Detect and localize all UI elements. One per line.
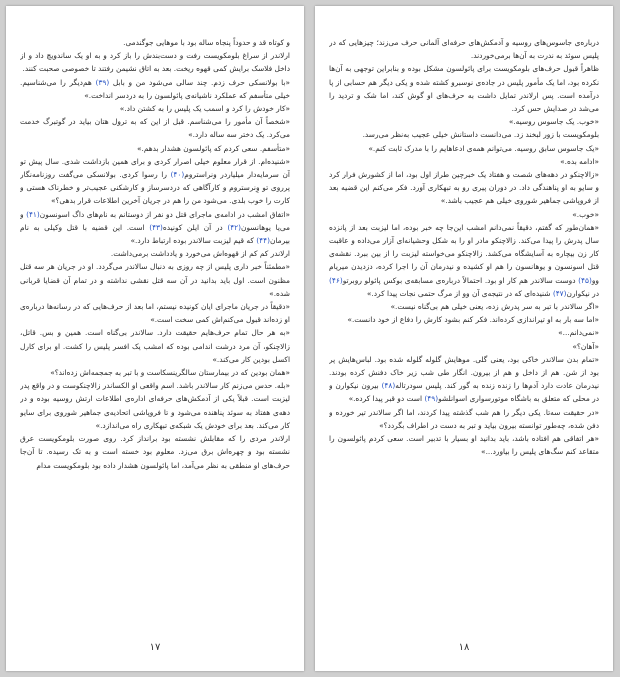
text-segment: در نیکوارن	[566, 288, 599, 298]
text-segment: «در حقیقت سه‌تا. یکی دیگر را هم شب گذشته پیدا کردند، اما اگر سالاندر تیر خورده و دفن شده، چه‌طور توانسته بیرون بیاید و تبر به دست در اطراف بگردد؟»	[329, 407, 599, 430]
text-segment: «آهان؟»	[572, 341, 599, 351]
text-segment: «ادامه بده.»	[560, 156, 599, 166]
paragraph	[20, 326, 290, 366]
paragraph	[20, 102, 290, 115]
page-number: ۱۷	[149, 642, 161, 653]
paragraph	[329, 62, 599, 115]
paragraph	[329, 313, 599, 326]
paragraph	[329, 128, 599, 141]
text-segment: «شنیده‌ام. از قرار معلوم خیلی اصرار کردی و برای همین بازداشت شدی. سال پیش تو آن سرمایه‌دار میلیاردر ونراستروم	[20, 156, 290, 180]
page-text	[329, 36, 599, 637]
text-segment: «اما سه بار به او تیراندازی کرده‌اند. فکر کنم بشود کارش را دفاع از خود دانست.»	[347, 315, 599, 325]
text-segment: «خوب. یک جاسوس روسیه.»	[508, 117, 599, 127]
text-segment: را رسوا کردی. بولانسکی می‌گفت روزنامه‌نگار پرروی تو وِنرستروم و کارآگاهی که دردسرساز و کارشکنی عجیب‌تر و خطرناک هستی و کارت را خوب بلدی. می‌شود من را هم در جریان آخرین اطلاعات قرار بدهی؟»	[20, 170, 290, 206]
footnote-reference[interactable]: (۴۰)	[170, 170, 185, 180]
paragraph	[20, 76, 290, 102]
text-segment: «اگر سالاندر با تبر به سر پدرش زده، یعنی خیلی هم بی‌گناه نیست.»	[390, 302, 599, 312]
paragraph	[329, 221, 599, 300]
paragraph	[20, 142, 290, 155]
paragraph	[329, 142, 599, 155]
text-segment: «یک جاسوس سابق روسیه. می‌توانم همه‌ی ادعاهایم را با مدرک ثابت کنم.»	[368, 143, 599, 153]
book-page-left	[6, 6, 304, 671]
text-segment: و می‌یا یوهانسون	[20, 209, 290, 232]
text-segment: بلومکویست با زور لبخند زد. می‌دانست داستانش خیلی عجیب به‌نظر می‌رسد.	[362, 130, 599, 140]
paragraph	[20, 208, 290, 248]
text-segment: «مطمئناً خبر داری پلیس از چه روزی به دنبال سالاندر می‌گردد. او در جریان هر سه قتل مظنون است. اول باید بدانید در آن سه قتل نقشی نداشته و در تمام آن قضایا قربانی شده.»	[20, 262, 290, 298]
footnote-reference[interactable]: (۴۴)	[256, 236, 270, 246]
text-segment: «به هر حال تمام حرف‌هایم حقیقت دارد. سالاندر بی‌گناه است. همین و بس. قاتل، زالاچنکو، آن مرد درشت اندامی بوده که امشب یک افسر پلیس را کشت. او برای کارل اکسل بودین کار می‌کند.»	[20, 328, 290, 364]
book-page-right	[315, 6, 613, 671]
paragraph	[329, 155, 599, 168]
paragraph	[20, 49, 290, 75]
page-number: ۱۸	[458, 642, 470, 653]
paragraph	[20, 36, 290, 49]
paragraph	[329, 36, 599, 62]
footnote-reference[interactable]: (۴۹)	[424, 394, 439, 404]
footnote-reference[interactable]: (۴۲)	[227, 222, 242, 232]
text-segment: درباره‌ی جاسوس‌های روسیه و آدمکش‌های حرفه‌ای آلمانی حرف می‌زند؛ چیزهایی که در پلیس سوئد به ندرت به آن‌ها برمی‌خوردند.	[329, 38, 599, 61]
paragraph	[20, 366, 290, 379]
paragraph	[329, 432, 599, 458]
paragraph	[329, 326, 599, 339]
text-segment: هم‌دیگر را می‌شناسیم. خیلی متأسفم که عملکرد ناشیانه‌ی پائولسون را به دردسر انداخت.»	[20, 77, 290, 100]
paragraph	[329, 353, 599, 406]
paragraph	[20, 155, 290, 208]
text-segment: «متأسفم. سعی کردم که پائولسون هشدار بدهم.»	[136, 143, 290, 153]
text-segment: دوست سالاندر هم کار او بود. احتمالاً درباره‌ی مسابقه‌ی بوکس پائولو روبرتو	[342, 275, 579, 285]
text-segment: «زالاچنکو در دهه‌های شصت و هفتاد یک خبرچین طراز اول بود، اما از کشورش فرار کرد و سایو به او پناهندگی داد. در دوران پیری رو به تبهکاری آورد. فکر می‌کنم این قضیه بعد از فروپاشی جماهیر شوروی خیلی هم عجیب باشد.»	[329, 170, 599, 206]
text-segment: شنیده‌ای که در نتیجه‌ی آن وو از مرگ حتمی نجات پیدا کرد.»	[366, 288, 553, 298]
text-segment: ظاهراً قبول حرف‌های بلومکویست برای پائولسون مشکل بوده و بنابراین توجهی به آن‌ها نکرده بود، اما یک مأمور پلیس در جاده‌ی نوسبرو کشته شده و یکی دیگر هم حسابی از پا درآمده است. پس ارلاندر تمایل داشت به حرف‌های او گوش کند، اما شک و تردید را می‌شد در صدایش حس کرد.	[329, 64, 599, 114]
paragraph	[20, 379, 290, 432]
text-segment: «اتفاق امشب در ادامه‌ی ماجرای قتل دو نفر از دوستانم به نام‌های داگ اسونسون	[39, 209, 290, 219]
footnote-reference[interactable]: (۴۳)	[149, 222, 163, 232]
footnote-reference[interactable]: (۴۸)	[381, 381, 396, 391]
text-segment: «بله. حدس می‌زنم کار سالاندر باشد. اسم واقعی او الکساندر زالاچنکوست و در واقع پدر لیزبت است. قبلاً یکی از آدمکش‌های حرفه‌ای اداره‌ی اطلاعات ارتش روسیه بوده و در دهه‌ی هفتاد به سوئد پناهنده می‌شود و تا فروپاشی اتحادیه‌ی جماهیر شوروی برای سایو کار می‌کند. بعد برای خودش یک شبکه‌ی تبهکاری راه می‌اندازد.»	[20, 381, 290, 430]
paragraph	[20, 247, 290, 260]
text-segment: در آن ایلن کونیده	[162, 222, 228, 232]
paragraph	[329, 115, 599, 128]
paragraph	[329, 300, 599, 313]
footnote-reference[interactable]: (۴۶)	[329, 275, 343, 285]
text-segment: «با بولانسکی حرف زدم. چند سالی می‌شود من و بابل	[109, 77, 290, 87]
text-segment: «همان بودین که در بیمارستان سالگرینسکاست و با تبر به جمجمه‌اش زده‌اند؟»	[50, 368, 290, 378]
text-segment: که قیم لیزبت سالاندر بوده ارتباط دارد.»	[130, 236, 257, 246]
paragraph	[20, 432, 290, 472]
paragraph	[20, 260, 290, 300]
text-segment: و کوتاه قد و حدوداً پنجاه ساله بود با موهایی جوگندمی.	[123, 38, 290, 47]
text-segment: «دقیقاً در جریان ماجرای ایان کونیده نیستم، اما بعد از حرف‌هایی که در رسانه‌ها درباره‌ی او زده‌اند قبول می‌کنم‌اش کمی سخت است.»	[20, 302, 290, 325]
text-segment: بیرون نیکوارن و در محلی که متعلق به باشگاه موتورسواری اسوانلشو	[329, 381, 599, 404]
footnote-reference[interactable]: (۴۱)	[26, 209, 40, 219]
footnote-reference[interactable]: (۳۹)	[95, 77, 110, 87]
text-segment: «خوب.»	[572, 209, 599, 219]
text-segment: «کار خودش را کرد و اسمب یک پلیس را به کشتن داد.»	[119, 104, 290, 114]
paragraph	[329, 406, 599, 432]
paragraph	[20, 300, 290, 326]
text-segment: «تمام بدن سالاندر خاکی بود، یعنی گلی. موهایش گلوله گلوله شده بود. لباس‌هایش پر بود از شن. هم از داخل و هم از بیرون. انگار طی شب زیر خاک دفنش کرده بودند. نیدرمان عادت دارد آدم‌ها را زنده زنده به گور کند. پلیس سودرتاله	[329, 354, 599, 391]
text-segment: است دو قبر پیدا کرده.»	[348, 394, 425, 404]
footnote-reference[interactable]: (۴۷)	[552, 288, 567, 298]
page-text	[20, 36, 290, 637]
text-segment: ارلاندر کم کم از قهوه‌اش می‌خورد و یادداشت برمی‌داشت.	[110, 249, 290, 259]
paragraph	[329, 208, 599, 221]
text-segment: ارلاندر از سراغ بلومکویست رفت و دست‌بندش را باز کرد و به او یک ساندویچ داد و از داخل فلاسک برایش کمی قهوه ریخت. بعد به اتاق نشیمن رفتند تا خصوصی صحبت کنند.	[20, 51, 290, 74]
paragraph	[20, 115, 290, 141]
paragraph	[329, 168, 599, 208]
text-segment: «شخصاً آن مأمور را می‌شناسم. قبل از این که به ترول هتان بیاید در گوتبرگ خدمت می‌کرد. یک دختر سه ساله دارد.»	[20, 117, 290, 140]
text-segment: «نمی‌دانم...»	[558, 328, 599, 338]
footnote-reference[interactable]: (۴۵)	[578, 275, 592, 285]
text-segment: «هر اتفاقی هم افتاده باشد، باید بدانید او بسیار با تدبیر است. سعی کردم پائولسون را متقاعد کنم سگ‌های پلیس را بیاورد...»	[329, 434, 599, 457]
text-segment: «همان‌طور که گفتم، دقیقاً نمی‌دانم امشب این‌جا چه خبر بوده، اما لیزبت بعد از پانزده سال پدرش را پیدا می‌کند. زالاچنکو مادر او را به شکل وحشیانه‌ای آزار می‌داده و عاقبت کار زن بیچاره به آسایشگاه می‌کشد. زالاچنکو می‌خواسته لیزبت را از بین ببرد. نقشه‌ی قتل اسونسون و یوهانسون را هم او کشیده و نیدرمان آن را اجرا کرده، دزدیدن میریام وو	[329, 222, 599, 285]
paragraph	[329, 340, 599, 353]
text-segment: ارلاندر مردی را که مقابلش نشسته بود برانداز کرد. روی صورت بلومکویست عرق نشسته بود و چهره‌اش برق می‌زد. معلوم بود خسته است و به تک رسیده. تا آن‌جا حرف‌های او منطقی به نظر می‌آمد، اما پائولسون هشدار داده بود بلومکویست مدام	[20, 434, 290, 470]
text-segment: است. این قضیه با قتل وکیلی به نام بیرمان	[20, 222, 290, 246]
